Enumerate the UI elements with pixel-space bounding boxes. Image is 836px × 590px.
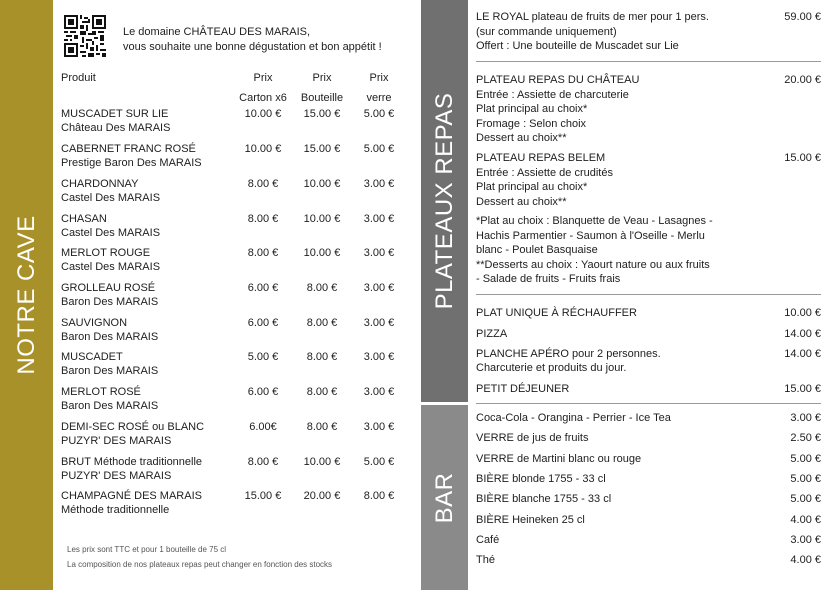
wine-price-bouteille: 8.00 € (306, 317, 338, 329)
header-product: Produit (61, 72, 96, 84)
wine-price-carton: 5.00 € (247, 351, 279, 363)
menu-item-sublabel: Charcuterie et produits du jour. (476, 362, 627, 374)
wine-price-bouteille: 8.00 € (306, 282, 338, 294)
plateau-note-line: Hachis Parmentier - Saumon à l'Oseille - Merlu (476, 229, 705, 242)
bar-item-label: VERRE de jus de fruits (476, 432, 589, 444)
wine-price-verre: 3.00 € (363, 351, 395, 363)
wine-price-carton: 8.00 € (247, 213, 279, 225)
wine-name: CHARDONNAY (61, 178, 139, 190)
wine-price-carton: 10.00 € (244, 108, 282, 120)
welcome-line: Le domaine CHÂTEAU DES MARAIS, (123, 26, 311, 38)
bar-item (476, 492, 821, 506)
plateau-belem-line: Dessert au choix** (476, 195, 567, 208)
wine-producer: Baron Des MARAIS (61, 400, 159, 412)
plateau-belem-line: Entrée : Assiette de crudités (476, 166, 613, 179)
bar-item-price: 5.00 € (790, 453, 821, 465)
header-verre-line2: verre (366, 92, 392, 104)
wine-name: CHAMPAGNÉ DES MARAIS (61, 490, 202, 502)
section-title-cave: NOTRE CAVE (12, 215, 40, 375)
header-carton-line1: Prix (253, 72, 273, 84)
menu-item (476, 382, 821, 396)
header-carton (233, 68, 293, 108)
plateau-chateau-line: Fromage : Selon choix (476, 117, 587, 130)
wine-row (61, 420, 406, 455)
menu-item-label: PLANCHE APÉRO pour 2 personnes. (476, 348, 661, 360)
wine-row (61, 350, 406, 385)
wine-price-carton: 6.00 € (247, 317, 279, 329)
wine-price-verre: 5.00 € (363, 108, 395, 120)
menu-item-label: PLAT UNIQUE À RÉCHAUFFER (476, 307, 637, 319)
wine-name: BRUT Méthode traditionnelle (61, 456, 203, 468)
plateau-chateau-price: 20.00 € (784, 74, 821, 86)
header-carton-line2: Carton x6 (239, 92, 287, 104)
wine-price-bouteille: 10.00 € (303, 213, 341, 225)
wine-producer: Castel Des MARAIS (61, 227, 161, 239)
wine-producer: PUZYR' DES MARAIS (61, 435, 172, 447)
wine-producer: Château Des MARAIS (61, 122, 171, 134)
wine-price-bouteille: 10.00 € (303, 178, 341, 190)
menu-item-label: PETIT DÉJEUNER (476, 383, 570, 395)
plateau-chateau-line: Dessert au choix** (476, 132, 567, 144)
plateau-note-line: *Plat au choix : Blanquette de Veau - Lasagnes - (476, 215, 713, 227)
menu-item (476, 347, 821, 375)
wine-producer: Castel Des MARAIS (61, 192, 161, 204)
bar-item-label: Coca-Cola - Orangina - Perrier - Ice Tea (476, 412, 671, 424)
menu-item (476, 306, 821, 320)
wine-price-carton: 10.00 € (244, 143, 282, 155)
wine-producer: Baron Des MARAIS (61, 296, 159, 308)
wine-row (61, 316, 406, 351)
wine-price-verre: 3.00 € (363, 213, 395, 225)
wine-price-bouteille: 15.00 € (303, 143, 341, 155)
bar-item (476, 553, 821, 567)
wine-name: SAUVIGNON (61, 317, 128, 329)
wine-name: DEMI-SEC ROSÉ ou BLANC (61, 421, 205, 433)
wine-producer: Baron Des MARAIS (61, 365, 159, 377)
wine-price-bouteille: 10.00 € (303, 247, 341, 259)
wine-price-bouteille: 8.00 € (306, 351, 338, 363)
plateau-chateau (476, 73, 821, 146)
divider (476, 403, 821, 404)
bar-item-label: BIÈRE Heineken 25 cl (476, 514, 585, 526)
bar-item-label: Café (476, 534, 500, 546)
bar-item-label: Thé (476, 554, 495, 566)
wine-name: MUSCADET SUR LIE (61, 108, 169, 120)
bar-item (476, 431, 821, 445)
wine-row (61, 177, 406, 212)
wine-name: CABERNET FRANC ROSÉ (61, 143, 196, 155)
bar-item-price: 3.00 € (790, 412, 821, 424)
section-band-cave (0, 0, 53, 590)
plateau-royal-line: (sur commande uniquement) (476, 25, 617, 38)
bar-item-label: BIÈRE blanche 1755 - 33 cl (476, 493, 612, 505)
wine-price-carton: 8.00 € (247, 456, 279, 468)
menu-item (476, 327, 821, 341)
wine-producer: Castel Des MARAIS (61, 261, 161, 273)
bar-item-price: 4.00 € (790, 514, 821, 526)
wine-price-carton: 8.00 € (247, 247, 279, 259)
wine-price-carton: 6.00€ (249, 421, 277, 433)
wine-price-carton: 8.00 € (247, 178, 279, 190)
section-title-bar: BAR (430, 472, 458, 523)
wine-row (61, 281, 406, 316)
wine-price-verre: 3.00 € (363, 386, 395, 398)
menu-item-label: PIZZA (476, 328, 508, 340)
wine-price-verre: 5.00 € (363, 456, 395, 468)
plateau-note-line: - Salade de fruits - Fruits frais (476, 273, 621, 285)
bar-item (476, 411, 821, 425)
divider (476, 294, 821, 295)
bar-item (476, 533, 821, 547)
header-bouteille (292, 68, 352, 108)
wine-row (61, 107, 406, 142)
plateau-note-line: blanc - Poulet Basquaise (476, 244, 598, 256)
wine-price-verre: 8.00 € (363, 490, 395, 502)
wine-price-carton: 6.00 € (247, 386, 279, 398)
header-verre (349, 68, 409, 108)
wine-row (61, 455, 406, 490)
welcome-message (123, 25, 382, 55)
section-band-plateaux (421, 0, 468, 402)
bar-item-price: 5.00 € (790, 493, 821, 505)
wine-producer: Baron Des MARAIS (61, 331, 159, 343)
wine-price-bouteille: 8.00 € (306, 421, 338, 433)
wine-producer: Prestige Baron Des MARAIS (61, 157, 202, 169)
bar-item (476, 472, 821, 486)
wine-price-verre: 3.00 € (363, 247, 395, 259)
wine-producer: Méthode traditionnelle (61, 504, 170, 516)
wine-name: CHASAN (61, 213, 107, 225)
wine-name: MERLOT ROSÉ (61, 386, 141, 398)
menu-item-price: 14.00 € (784, 328, 821, 340)
plateau-belem-title: PLATEAU REPAS BELEM (476, 152, 606, 164)
wine-producer: PUZYR' DES MARAIS (61, 470, 172, 482)
bar-item-price: 2.50 € (790, 432, 821, 444)
header-verre-line1: Prix (369, 72, 389, 84)
plateau-belem-price: 15.00 € (784, 152, 821, 164)
bar-item (476, 452, 821, 466)
bar-item (476, 513, 821, 527)
plateau-royal-title: LE ROYAL plateau de fruits de mer pour 1 pers. (476, 11, 709, 23)
wine-name: MUSCADET (61, 351, 123, 363)
plateau-belem (476, 151, 821, 209)
wine-row (61, 246, 406, 281)
bar-item-label: BIÈRE blonde 1755 - 33 cl (476, 473, 606, 485)
bar-item-price: 5.00 € (790, 473, 821, 485)
plateau-notes (476, 214, 713, 287)
header-bouteille-line2: Bouteille (300, 92, 344, 104)
wine-row (61, 212, 406, 247)
wine-price-carton: 6.00 € (247, 282, 279, 294)
wine-row (61, 142, 406, 177)
menu-item-price: 14.00 € (784, 348, 821, 360)
menu-item-price: 10.00 € (784, 307, 821, 319)
wine-name: MERLOT ROUGE (61, 247, 151, 259)
plateau-chateau-title: PLATEAU REPAS DU CHÂTEAU (476, 74, 640, 86)
wine-price-bouteille: 20.00 € (303, 490, 341, 502)
header-bouteille-line1: Prix (312, 72, 332, 84)
section-band-bar (421, 405, 468, 590)
plateau-royal (476, 10, 821, 54)
footnote-prices: Les prix sont TTC et pour 1 bouteille de 75 cl (67, 545, 227, 554)
plateau-royal-price: 59.00 € (784, 11, 821, 23)
wine-price-verre: 3.00 € (363, 317, 395, 329)
plateau-note-line: **Desserts au choix : Yaourt nature ou aux fruits (476, 258, 710, 271)
menu-item-price: 15.00 € (784, 383, 821, 395)
wine-price-carton: 15.00 € (244, 490, 282, 502)
wine-name: GROLLEAU ROSÉ (61, 282, 156, 294)
plateau-chateau-line: Entrée : Assiette de charcuterie (476, 88, 629, 101)
section-title-plateaux: PLATEAUX REPAS (430, 92, 458, 310)
wine-price-verre: 3.00 € (363, 178, 395, 190)
footnote-composition: La composition de nos plateaux repas peut changer en fonction des stocks (67, 560, 333, 569)
wine-price-verre: 3.00 € (363, 282, 395, 294)
wine-row (61, 385, 406, 420)
plateau-belem-line: Plat principal au choix* (476, 181, 588, 193)
wine-price-verre: 5.00 € (363, 143, 395, 155)
bar-item-price: 3.00 € (790, 534, 821, 546)
wine-price-bouteille: 8.00 € (306, 386, 338, 398)
wine-price-bouteille: 15.00 € (303, 108, 341, 120)
divider (476, 61, 821, 62)
qr-code-icon (64, 15, 106, 57)
bar-item-price: 4.00 € (790, 554, 821, 566)
welcome-line: vous souhaite une bonne dégustation et bon appétit ! (123, 41, 382, 53)
plateau-royal-line: Offert : Une bouteille de Muscadet sur Lie (476, 40, 679, 52)
plateau-chateau-line: Plat principal au choix* (476, 103, 588, 115)
wine-price-bouteille: 10.00 € (303, 456, 341, 468)
wine-row (61, 489, 406, 524)
wine-price-verre: 3.00 € (363, 421, 395, 433)
bar-item-label: VERRE de Martini blanc ou rouge (476, 453, 642, 465)
